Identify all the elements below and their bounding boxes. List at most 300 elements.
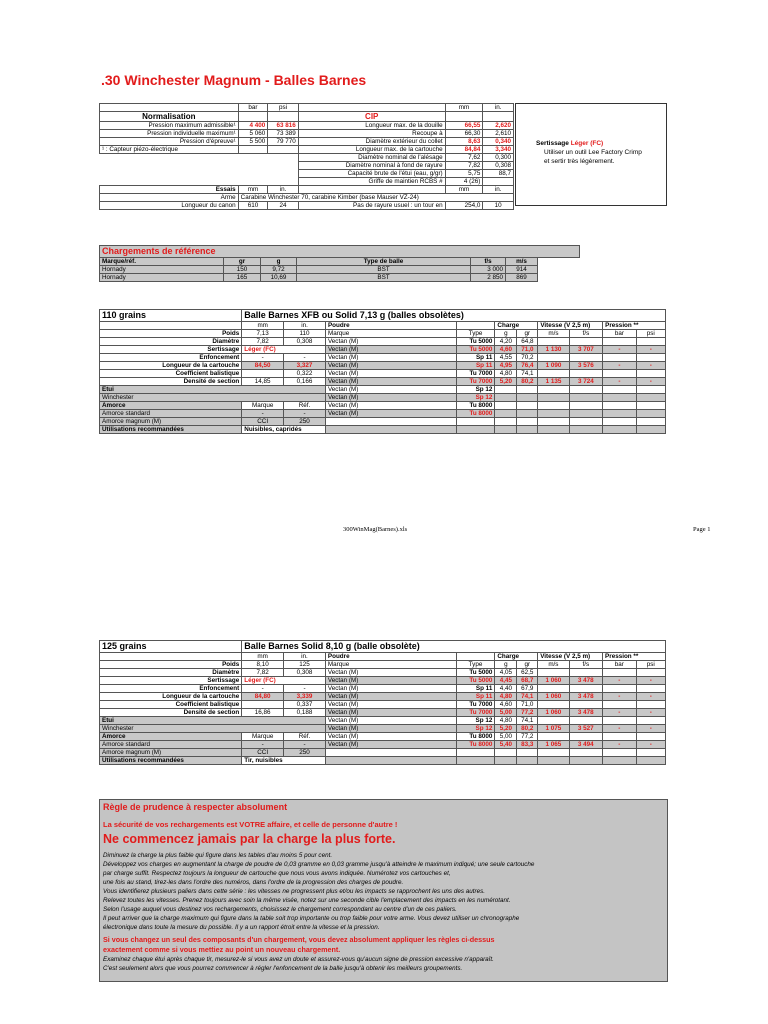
spec-label: Diamètre (100, 669, 242, 677)
unit-bar: bar (238, 104, 268, 112)
spec-value: 0,308 (284, 669, 326, 677)
load-cell: 1 060 (538, 677, 569, 685)
load-cell: Vectan (M) (325, 725, 456, 733)
cip-heading: CIP (298, 112, 445, 122)
norm-label: Pression individuelle maximum¹ (100, 130, 239, 138)
load-subheader: Type (456, 661, 495, 669)
table-row (100, 394, 666, 402)
load-subheader: m/s (538, 330, 569, 338)
load-cell (636, 669, 665, 677)
canon-in: 24 (268, 202, 299, 210)
load-cell: Tu 5000 (456, 669, 495, 677)
spec-value: 16,86 (242, 709, 284, 717)
load-cell: 1 060 (538, 709, 569, 717)
load-cell (603, 669, 636, 677)
load-cell: Tu 8000 (456, 402, 495, 410)
ref-cell: Hornady (100, 274, 224, 282)
vitesse-heading: Vitesse (V 2,5 m) (538, 653, 603, 661)
amorce-standard: Amorce standard (100, 410, 242, 418)
table-row (100, 709, 666, 717)
load-cell: - (603, 346, 636, 354)
page-title: .30 Winchester Magnum - Balles Barnes (101, 72, 367, 88)
load-cell (538, 394, 569, 402)
sertissage-line (536, 140, 603, 147)
load-cell: - (603, 677, 636, 685)
load-cell (603, 410, 636, 418)
load-cell: 1 135 (538, 378, 569, 386)
norm-psi: 73 389 (268, 130, 299, 138)
unit-psi: psi (268, 104, 299, 112)
load-cell: Tu 7000 (456, 709, 495, 717)
load-cell: 1 075 (538, 725, 569, 733)
load-cell (517, 386, 538, 394)
load-cell: Sp 11 (456, 362, 495, 370)
ref-cell: 869 (506, 274, 538, 282)
norm-bar: 5 060 (238, 130, 268, 138)
spec-unit: mm (242, 653, 284, 661)
amorce-value: CCI (242, 418, 284, 426)
load-cell: - (636, 741, 665, 749)
load-table-110 (99, 309, 666, 434)
table-row (100, 725, 666, 733)
footer-filename: 300WinMag(Barnes).xls (343, 526, 408, 533)
spec-value: 0,322 (284, 370, 326, 378)
load-table-125 (99, 640, 666, 765)
load-cell (636, 338, 665, 346)
norm-mm: 66,55 (445, 122, 483, 130)
load-cell (538, 338, 569, 346)
spec-label: Enfoncement (100, 685, 242, 693)
table-row (100, 418, 666, 426)
load-cell: Vectan (M) (325, 370, 456, 378)
norm-psi: 79 770 (268, 138, 299, 146)
load-cell: 74,1 (517, 717, 538, 725)
ref-cell: 2 850 (471, 274, 506, 282)
spec-unit: in. (284, 322, 326, 330)
spec-value: 7,13 (242, 330, 284, 338)
norm-mm: 66,30 (445, 130, 483, 138)
load-cell: Tu 8000 (456, 410, 495, 418)
load-cell (636, 386, 665, 394)
table-row (100, 677, 666, 685)
amorce-unit: Réf. (284, 402, 326, 410)
load-cell (517, 402, 538, 410)
table-row (100, 733, 666, 741)
table-row (100, 661, 666, 669)
rule-title: Règle de prudence à respecter absolument (103, 802, 288, 812)
load-cell (569, 410, 602, 418)
norm-in: 2,620 (483, 122, 514, 130)
rule-paragraph: Examinez chaque étui après chaque tir, mesurez-le si vous avez un doute et assurez-vous qu'aucun signe de pression excessive n'apparaît. (103, 956, 494, 963)
load-cell: 77,2 (517, 733, 538, 741)
load-subheader: psi (636, 661, 665, 669)
sertissage-value: Léger (FC) (570, 140, 604, 147)
rule-line-1: La sécurité de vos rechargements est VOTRE affaire, et celle de personne d'autre ! (103, 820, 398, 829)
load-cell: 80,2 (517, 378, 538, 386)
spec-label: Longueur de la cartouche (100, 693, 242, 701)
rule-paragraph: électronique dans toute la mesure du possible. Il y a un rapport étroit entre la vitesse et la pression. (103, 924, 380, 931)
sertissage-note-2: et sertir très légèrement. (544, 158, 615, 165)
unit-mm: mm (445, 104, 483, 112)
norm-label: Pression d'épreuve¹ (100, 138, 239, 146)
norm-mm: 8,63 (445, 138, 483, 146)
load-cell: - (636, 725, 665, 733)
load-cell: - (603, 709, 636, 717)
load-cell: Sp 12 (456, 717, 495, 725)
load-cell: 70,2 (517, 354, 538, 362)
load-cell: 76,4 (517, 362, 538, 370)
amorce-value: 250 (284, 418, 326, 426)
spec-value: 14,85 (242, 378, 284, 386)
load-cell: 3 478 (569, 677, 602, 685)
spec-value: 0,188 (284, 709, 326, 717)
norm-label2: Recoupe à (298, 130, 445, 138)
spec-value: 0,308 (284, 338, 326, 346)
load-cell: 4,60 (495, 346, 517, 354)
load-subheader: Marque (325, 330, 456, 338)
pas-mm: 254,0 (445, 202, 483, 210)
load-cell: Vectan (M) (325, 378, 456, 386)
arme-value: Carabine Winchester 70, carabine Kimber (base Mauser VZ-24) (238, 194, 513, 202)
load-cell: - (603, 725, 636, 733)
table-row (100, 386, 666, 394)
spec-value: - (284, 685, 326, 693)
load-cell: 3 478 (569, 709, 602, 717)
table-row (100, 330, 666, 338)
load-cell (636, 410, 665, 418)
rule-red-2: exactement comme si vous mettiez au point un nouveau chargement. (103, 945, 341, 954)
load-cell: Sp 12 (456, 394, 495, 402)
amorce-unit: Marque (242, 733, 284, 741)
load-cell (603, 394, 636, 402)
load-cell (569, 386, 602, 394)
spec-unit: mm (242, 322, 284, 330)
ref-cell: 914 (506, 266, 538, 274)
load-cell: Sp 11 (456, 354, 495, 362)
load-cell: Vectan (M) (325, 394, 456, 402)
load-cell (603, 685, 636, 693)
load-cell: Vectan (M) (325, 677, 456, 685)
norm-in: 3,340 (483, 146, 514, 154)
table-row (100, 757, 666, 765)
ref-cell: 3 000 (471, 266, 506, 274)
etui-value: Winchester (100, 725, 326, 733)
amorce-value: - (242, 741, 284, 749)
load-cell: 4,20 (495, 338, 517, 346)
rule-paragraph: Il peut arriver que la charge maximum qui figure dans la table soit trop importante ou trop faible pour votre arme. Vous devez utiliser un chronographe (103, 915, 520, 922)
load-cell: 67,9 (517, 685, 538, 693)
util-value: Nuisibles, capridés (242, 426, 326, 434)
norm-label2: Diamètre nominal de l'alésage (298, 154, 445, 162)
pression-heading: Pression ** (603, 322, 666, 330)
load-cell: Tu 8000 (456, 733, 495, 741)
sertissage-note-1: Utiliser un outil Lee Factory Crimp (544, 149, 642, 156)
ref-cell: 150 (224, 266, 261, 274)
util-label: Utilisations recommandées (100, 426, 242, 434)
load-subheader: Marque (325, 661, 456, 669)
powder-heading: Poudre (325, 322, 456, 330)
norm-in: 0,300 (483, 154, 514, 162)
norm-in: 2,610 (483, 130, 514, 138)
spec-label: Densité de section (100, 709, 242, 717)
bullet-title: Balle Barnes XFB ou Solid 7,13 g (balles obsolètes) (242, 310, 666, 322)
sertissage-box (515, 103, 667, 206)
ref-header: Type de balle (297, 258, 471, 266)
load-subheader: f/s (569, 330, 602, 338)
ref-header: gr (224, 258, 261, 266)
load-cell: Vectan (M) (325, 717, 456, 725)
load-cell: Vectan (M) (325, 410, 456, 418)
load-cell (636, 394, 665, 402)
load-cell: - (636, 693, 665, 701)
load-subheader: f/s (569, 661, 602, 669)
footer-page: Page 1 (693, 526, 711, 533)
load-subheader: Type (456, 330, 495, 338)
sertissage-label: Sertissage (536, 140, 569, 147)
amorce-unit: Marque (242, 402, 284, 410)
etui-heading: Etui (100, 386, 326, 394)
load-cell: Vectan (M) (325, 693, 456, 701)
load-cell: 71,0 (517, 701, 538, 709)
table-row (100, 362, 666, 370)
load-cell: Vectan (M) (325, 741, 456, 749)
load-cell (569, 717, 602, 725)
rule-paragraph: Développez vos charges en augmentant la charge de poudre de 0,03 gramme en 0,03 gramme jusqu'à atteindre le maximum indiqué; une seule cartouche (103, 861, 535, 868)
load-cell (569, 394, 602, 402)
ref-header: m/s (506, 258, 538, 266)
pas-label: Pas de rayure usuel : un tour en (298, 202, 445, 210)
rule-red-1: Si vous changez un seul des composants d'un chargement, vous devez absolument appliquer les règles ci-dessus (103, 935, 495, 944)
essais-label: Essais (100, 186, 239, 194)
spec-label: Densité de section (100, 378, 242, 386)
load-cell (538, 410, 569, 418)
rule-paragraph: Diminuez la charge la plus faible qui figure dans les tables d'au moins 5 pour cent. (103, 852, 333, 859)
amorce-standard: Amorce standard (100, 741, 242, 749)
table-row (100, 266, 580, 274)
unit-in: in. (483, 104, 514, 112)
util-label: Utilisations recommandées (100, 757, 242, 765)
amorce-heading: Amorce (100, 733, 242, 741)
spec-label: Sertissage (100, 677, 242, 685)
load-cell (603, 733, 636, 741)
rule-paragraph: par charge suffit. Respectez toujours la longueur de cartouche que nous vous avons indiquée. Numérotez vos cartouches et, (103, 870, 451, 877)
spec-value: - (242, 685, 284, 693)
spec-value (242, 701, 284, 709)
amorce-value: - (242, 410, 284, 418)
arme-label: Arme (100, 194, 239, 202)
load-cell (569, 338, 602, 346)
table-row (100, 410, 666, 418)
ref-cell: BST (297, 274, 471, 282)
load-cell (603, 717, 636, 725)
load-cell: - (636, 378, 665, 386)
ref-cell: 9,72 (261, 266, 297, 274)
load-subheader: psi (636, 330, 665, 338)
rule-paragraph: C'est seulement alors que vous pourrez commencer à régler l'enfoncement de la balle jusqu'à obtenir les meilleurs groupements. (103, 965, 463, 972)
load-cell: Sp 11 (456, 685, 495, 693)
load-cell: - (636, 677, 665, 685)
load-cell: 64,8 (517, 338, 538, 346)
ref-cell: Hornady (100, 266, 224, 274)
norm-label: Pression maximum admissible¹ (100, 122, 239, 130)
spec-value: 3,339 (284, 693, 326, 701)
load-cell: Vectan (M) (325, 685, 456, 693)
load-cell (636, 402, 665, 410)
load-cell: 1 060 (538, 693, 569, 701)
table-row (100, 701, 666, 709)
ref-header: f/s (471, 258, 506, 266)
load-cell (569, 402, 602, 410)
load-cell: 4,45 (495, 677, 517, 685)
normalisation-table (99, 103, 514, 210)
table-row (100, 370, 666, 378)
load-cell: Vectan (M) (325, 362, 456, 370)
table-row (100, 338, 666, 346)
ref-header: g (261, 258, 297, 266)
spec-value: 7,82 (242, 338, 284, 346)
load-cell: Tu 7000 (456, 378, 495, 386)
spec-value: Léger (FC) (242, 346, 326, 354)
spec-value: 7,82 (242, 669, 284, 677)
norm-label2: Diamètre extérieur du collet (298, 138, 445, 146)
load-cell (538, 717, 569, 725)
load-cell: 3 527 (569, 725, 602, 733)
norm-mm: 7,62 (445, 154, 483, 162)
ref-cell: BST (297, 266, 471, 274)
load-cell: - (603, 693, 636, 701)
load-cell: 4,55 (495, 354, 517, 362)
etui-heading: Etui (100, 717, 326, 725)
essais-unit: mm (445, 186, 483, 194)
load-cell: 77,2 (517, 709, 538, 717)
load-subheader: bar (603, 330, 636, 338)
load-cell: Tu 5000 (456, 677, 495, 685)
load-cell (569, 701, 602, 709)
spec-label: Sertissage (100, 346, 242, 354)
load-cell: 62,5 (517, 669, 538, 677)
norm-label2: Longueur max. de la douille (298, 122, 445, 130)
load-cell (538, 701, 569, 709)
load-cell: Vectan (M) (325, 402, 456, 410)
load-cell: 5,40 (495, 741, 517, 749)
load-cell: 74,1 (517, 693, 538, 701)
load-cell (569, 669, 602, 677)
norm-mm: 84,84 (445, 146, 483, 154)
load-cell: Vectan (M) (325, 346, 456, 354)
table-row (100, 749, 666, 757)
load-cell: 4,80 (495, 693, 517, 701)
load-cell (569, 733, 602, 741)
essais-unit: in. (268, 186, 299, 194)
load-cell (636, 733, 665, 741)
norm-in: 0,308 (483, 162, 514, 170)
load-cell: - (603, 362, 636, 370)
load-cell: - (603, 378, 636, 386)
load-cell (636, 717, 665, 725)
norm-label2: Capacité brute de l'étui (eau, g/gr) (298, 170, 445, 178)
spec-value: 84,50 (242, 362, 284, 370)
load-cell (603, 370, 636, 378)
load-cell (603, 338, 636, 346)
norm-in (483, 178, 514, 186)
load-cell: 3 494 (569, 741, 602, 749)
load-cell: 5,00 (495, 709, 517, 717)
table-row (100, 402, 666, 410)
table-row (100, 354, 666, 362)
rule-paragraph: une fois au stand, tirez-les dans l'ordre des numéros, dans l'ordre de la progression des charges de poudre. (103, 879, 404, 886)
load-cell: Tu 5000 (456, 338, 495, 346)
bullet-title: Balle Barnes Solid 8,10 g (balle obsolète) (242, 641, 666, 653)
load-cell: Sp 12 (456, 386, 495, 394)
spec-value: 3,327 (284, 362, 326, 370)
load-cell (538, 370, 569, 378)
rule-line-2: Ne commencez jamais par la charge la plus forte. (103, 832, 396, 846)
load-cell: 3 478 (569, 693, 602, 701)
load-cell: 80,2 (517, 725, 538, 733)
essais-unit: in. (483, 186, 514, 194)
load-cell: Vectan (M) (325, 354, 456, 362)
load-cell: 74,1 (517, 370, 538, 378)
load-cell: 1 065 (538, 741, 569, 749)
load-cell: Vectan (M) (325, 709, 456, 717)
ref-cell: 10,69 (261, 274, 297, 282)
vitesse-heading: Vitesse (V 2,5 m) (538, 322, 603, 330)
ref-cell: 165 (224, 274, 261, 282)
reference-title: Chargements de référence (100, 246, 580, 258)
load-cell: 3 576 (569, 362, 602, 370)
load-cell (569, 354, 602, 362)
table-row (100, 378, 666, 386)
load-cell (603, 386, 636, 394)
load-cell (636, 354, 665, 362)
amorce-value: - (284, 410, 326, 418)
spec-label: Diamètre (100, 338, 242, 346)
load-cell: Tu 7000 (456, 370, 495, 378)
pression-heading: Pression ** (603, 653, 666, 661)
load-cell: Tu 8000 (456, 741, 495, 749)
table-row (100, 426, 666, 434)
normalisation-heading: Normalisation (100, 112, 239, 122)
load-cell (603, 354, 636, 362)
load-cell (636, 685, 665, 693)
powder-heading: Poudre (325, 653, 456, 661)
norm-label2: Longueur max. de la cartouche (298, 146, 445, 154)
table-row (100, 346, 666, 354)
norm-mm: 5,75 (445, 170, 483, 178)
norm-mm: 7,82 (445, 162, 483, 170)
load-cell: 4,40 (495, 685, 517, 693)
pas-in: 10 (483, 202, 514, 210)
load-cell (636, 370, 665, 378)
reference-table (99, 245, 580, 282)
load-cell: Vectan (M) (325, 338, 456, 346)
norm-mm: 4 (26) (445, 178, 483, 186)
spec-label: Coefficient balistique (100, 701, 242, 709)
load-cell (538, 733, 569, 741)
spec-label: Enfoncement (100, 354, 242, 362)
charge-heading: Charge (495, 322, 538, 330)
norm-footnote: ¹ : Capteur piézo-électrique (100, 146, 239, 154)
load-cell: 83,3 (517, 741, 538, 749)
load-cell: 5,00 (495, 733, 517, 741)
spec-unit: in. (284, 653, 326, 661)
load-subheader: bar (603, 661, 636, 669)
spec-value: - (242, 354, 284, 362)
amorce-value: 250 (284, 749, 326, 757)
rule-paragraph: Vous identifierez plusieurs paliers dans cette série : les vitesses ne progressent plus et/ou les impacts se rapprochent les uns des autres. (103, 888, 485, 895)
load-cell: - (636, 346, 665, 354)
spec-value: - (284, 354, 326, 362)
